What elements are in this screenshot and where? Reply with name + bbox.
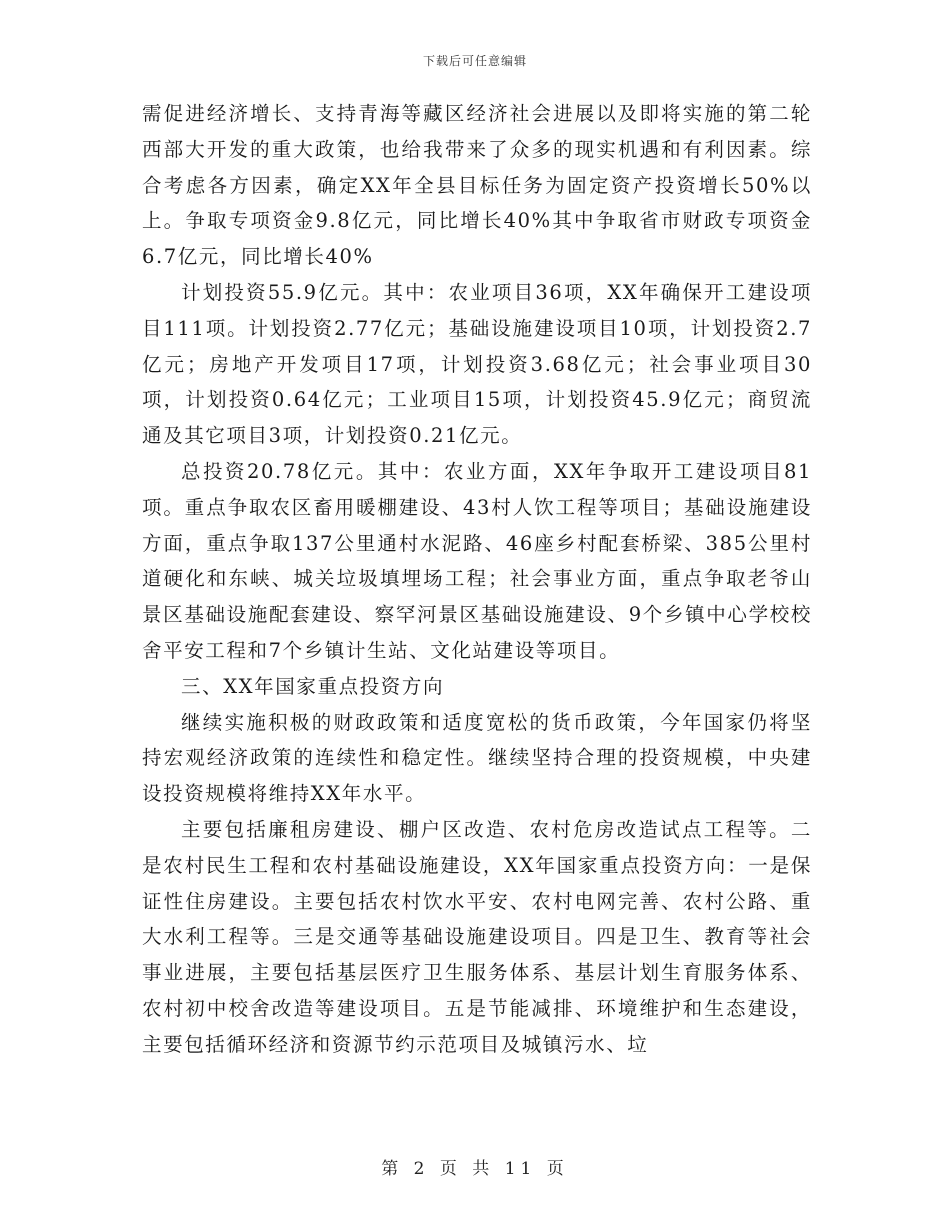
paragraph-2: 计划投资55.9亿元。其中：农业项目36项，XX年确保开工建设项目111项。计划投资2.77亿元；基础设施建设项目10项，计划投资2.7亿元；房地产开发项目17项，计划投资3.68亿元；社会事业项目30项，计划投资0.64亿元；工业项目15项，计划投资45.9亿元；商贸流通及其它项目3项，计划投资0.21亿元。: [142, 280, 812, 448]
section-heading: 三、XX年国家重点投资方向: [181, 674, 445, 698]
page-footer: 第 2 页 共 11 页: [381, 1159, 569, 1179]
paragraph-6: 主要包括廉租房建设、棚户区改造、农村危房改造试点工程等。二是农村民生工程和农村基础设施建设，XX年国家重点投资方向：一是保证性住房建设。主要包括农村饮水平安、农村电网完善、农村公路、重大水利工程等。三是交通等基础设施建设项目。四是卫生、教育等社会事业进展，主要包括基层医疗卫生服务体系、基层计划生育服务体系、农村初中校舍改造等建设项目。五是节能减排、环境维护和生态建设，主要包括循环经济和资源节约示范项目及城镇污水、垃: [142, 817, 812, 1056]
document-body: [142, 96, 812, 1063]
paragraph-3: 总投资20.78亿元。其中：农业方面，XX年争取开工建设项目81项。重点争取农区畜用暖棚建设、43村人饮工程等项目；基础设施建设方面，重点争取137公里通村水泥路、46座乡村配套桥梁、385公里村道硬化和东峡、城关垃圾填埋场工程；社会事业方面，重点争取老爷山景区基础设施配套建设、察罕河景区基础设施建设、9个乡镇中心学校校舍平安工程和7个乡镇计生站、文化站建设等项目。: [142, 459, 812, 662]
paragraph-5: 继续实施积极的财政政策和适度宽松的货币政策，今年国家仍将坚持宏观经济政策的连续性和稳定性。继续坚持合理的投资规模，中央建设投资规模将维持XX年水平。: [142, 710, 812, 806]
page-header: 下载后可任意编辑: [422, 54, 527, 68]
paragraph-1: 需促进经济增长、支持青海等藏区经济社会进展以及即将实施的第二轮西部大开发的重大政策，也给我带来了众多的现实机遇和有利因素。综合考虑各方因素，确定XX年全县目标任务为固定资产投资增长50%以上。争取专项资金9.8亿元，同比增长40%其中争取省市财政专项资金6.7亿元，同比增长40%: [142, 102, 812, 269]
